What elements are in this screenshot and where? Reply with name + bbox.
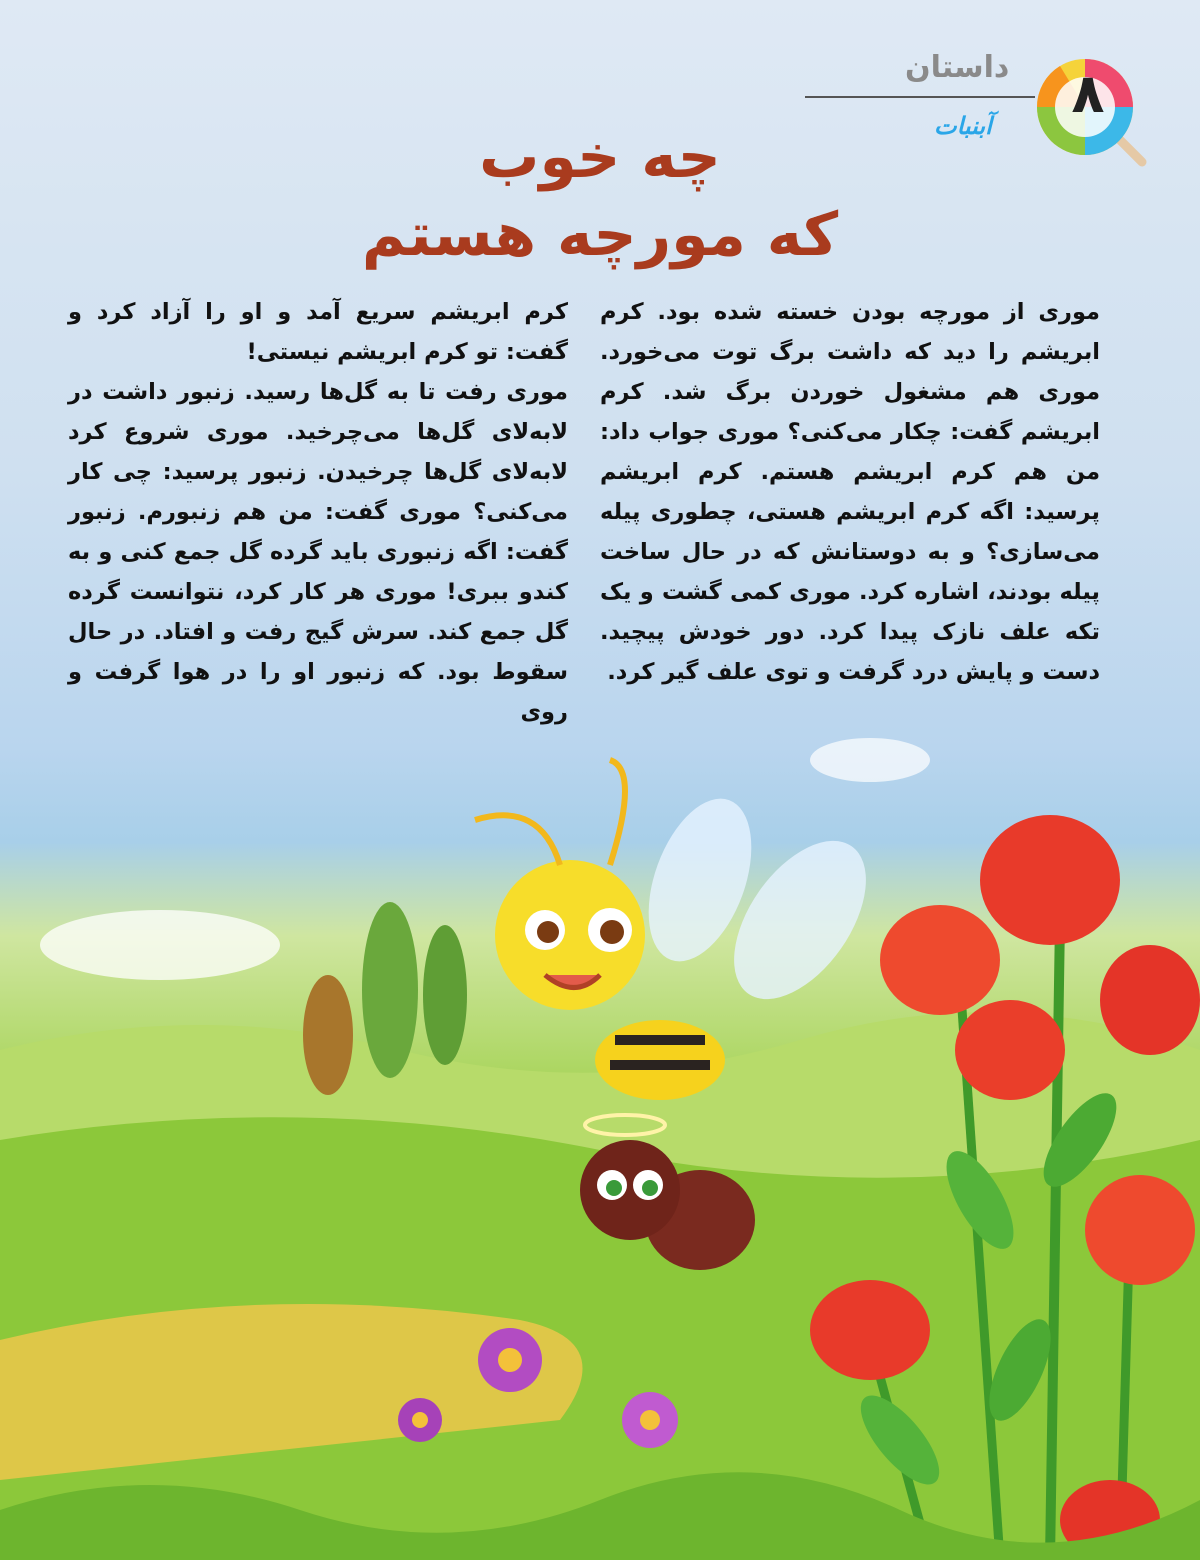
section-label: داستان [905,50,1010,85]
red-flower [810,1280,930,1380]
title-line-1: چه خوب [479,122,721,192]
red-flower [1085,1175,1195,1285]
page-number: ۸ [1071,62,1105,125]
brand-logo-text: آبنبات [934,112,992,140]
bee-antenna [475,815,560,865]
red-flower [955,1000,1065,1100]
bee-stripe [615,1035,705,1045]
story-column-left [68,292,568,732]
tree [303,975,353,1095]
red-flower [1100,945,1200,1055]
story-paragraph: کرم ابریشم سریع آمد و او را آزاد کرد و گفت: تو کرم ابریشم نیستی! [68,299,568,365]
story-title [300,118,900,274]
story-column-right [600,292,1100,692]
ant-head [580,1140,680,1240]
cloud [40,910,280,980]
story-paragraph: موری رفت تا به گل‌ها رسید. زنبور داشت در لابه‌لای گل‌ها می‌چرخید. موری شروع کرد لابه‌لای گل‌ها چرخیدن. زنبور پرسید: چی کار می‌کنی؟ موری گفت: من هم زنبورم. زنبور گفت: اگه زنبوری باید گرده گل جمع کنی و به کندو ببری! موری هر کار کرد، نتوانست گرده گل جمع کند. سرش گیج رفت و افتاد. در حال سقوط بود. که زنبور او را در هوا گرفت و روی [68,379,568,725]
story-illustration [0,720,1200,1560]
section-divider [805,96,1035,98]
story-paragraph: موری از مورچه بودن خسته شده بود. کرم ابریشم را دید که داشت برگ توت می‌خورد. موری هم مشغول خوردن برگ شد. کرم ابریشم گفت: چکار می‌کنی؟ موری جواب داد: من هم کرم ابریشم هستم. کرم ابریشم پرسید: اگه کرم ابریشم هستی، چطوری پیله می‌سازی؟ و به دوستانش که در حال ساخت پیله بودند، اشاره کرد. موری کمی گشت و یک تکه علف نازک پیدا کرد. دور خودش پیچید. دست و پایش درد گرفت و توی علف گیر کرد. [600,299,1100,685]
tree [362,902,418,1078]
red-flower [980,815,1120,945]
bee-antenna [610,760,625,865]
title-line-2: که مورچه هستم [361,200,839,270]
red-flower [880,905,1000,1015]
cloud [810,738,930,782]
tree [423,925,467,1065]
bee-stripe [610,1060,710,1070]
